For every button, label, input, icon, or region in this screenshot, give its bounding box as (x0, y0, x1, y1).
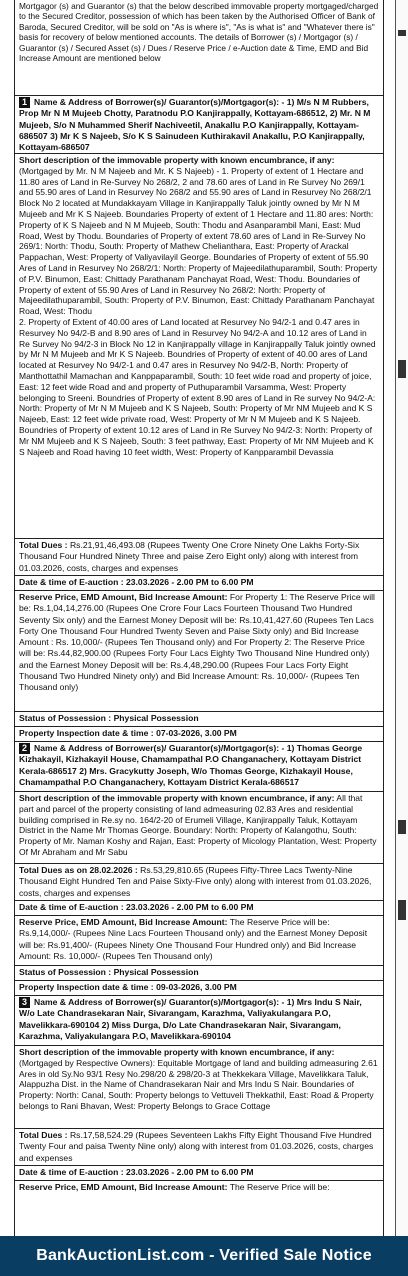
date-label: Date & time of E-auction : (19, 577, 124, 587)
entry-3-description (15, 1046, 383, 1129)
inspection-text: 07-03-2026, 3.00 PM (156, 728, 237, 738)
entry-2-total-dues (15, 864, 383, 901)
dues-text: Rs.17,58,524.29 (Rupees Seventeen Lakhs Fifty Eight Thousand Five Hundred Twenty Four and paisa Twenty Nine only) along with interest from 01.03.2026, costs, charges and expenses (19, 1130, 374, 1163)
status-label: Status of Possession : (19, 713, 112, 723)
entry-3-reserve-price (15, 1181, 383, 1197)
borrower-label: Name & Address of Borrower(s)/ Guarantor(s)/Mortgagor(s): (34, 997, 280, 1007)
edge-mark (398, 820, 406, 834)
inspection-label: Property Inspection date & time : (19, 982, 154, 992)
edge-mark (398, 30, 406, 36)
borrower-label: Name & Address of Borrower(s)/ Guarantor(s)/Mortgagor(s): (34, 97, 280, 107)
borrower-details: - 1) Mrs Indu S Nair, W/o Late Chandrasekaran Nair, Sivarangam, Karazhma, Valiyakulangara P.O, Mavelikkara-690104 2) Miss Durga, D/o Late Chandrasekaran Nair, Sivarangam, Karazhma, Valiyakulangara P.O, Mavelikkara-690104 (19, 997, 362, 1041)
reserve-text: The Reserve Price will be: (229, 1182, 330, 1192)
inspection-text: 09-03-2026, 3.00 PM (156, 982, 237, 992)
reserve-label: Reserve Price, EMD Amount, Bid Increase Amount: (19, 592, 228, 602)
entry-2-borrower (15, 742, 383, 792)
entry-number: 1 (19, 97, 30, 108)
dues-text: Rs.21,91,46,493.08 (Rupees Twenty One Crore Ninety One Lakhs Forty-Six Thousand Four Hundred Ninety Three and paise Zero Eight only) along with interest from 01.03.2026, costs, charges and expenses (19, 540, 360, 573)
adjacent-column-edge (395, 0, 408, 1236)
reserve-text: The Reserve Price will be: Rs.9,14,000/- (Rupees Nine Lacs Fourteen Thousand only) and the Earnest Money Deposit will be: Rs.91,400/- (Rupees Ninety One Thousand Four Hundred only) and Bid Increase Amount: Rs. 10,000/- (Rupees Ten Thousand only) (19, 917, 368, 961)
entry-1-inspection (15, 727, 383, 742)
entry-1-description (15, 154, 383, 539)
date-text: 23.03.2026 - 2.00 PM to 6.00 PM (125, 1167, 254, 1177)
entry-3-borrower (15, 996, 383, 1046)
status-label: Status of Possession : (19, 967, 112, 977)
description-label: Short description of the immovable property with known encumbrance, if any: (19, 1047, 335, 1057)
entry-number: 2 (19, 743, 30, 754)
borrower-details: - 1) M/s N M Rubbers, Prop Mr N M Mujeeb Chotty, Paratnodu P.O Kanjirappally, Kottayam-686512, 2) Mr. N M Mujeeb, S/o N Muhammed Sherif Nachiveetil, Anakallu P.O Kanjirappally, Kottayam-686507 3) Mr K S Najeeb, S/o K S Sainudeen Kuthirakavil Anakallu, P.O Kanjirappally, Kottayam-686507 (19, 97, 371, 153)
entry-2-possession-status (15, 966, 383, 981)
entry-2-reserve-price (15, 916, 383, 966)
entry-2-auction-date (15, 901, 383, 916)
entry-3-total-dues (15, 1129, 383, 1166)
dues-label: Total Dues : (19, 540, 68, 550)
entry-1-total-dues (15, 539, 383, 576)
entry-2-inspection (15, 981, 383, 996)
entry-number: 3 (19, 997, 30, 1008)
borrower-label: Name & Address of Borrower(s)/ Guarantor(s)/Mortgagor(s): (34, 743, 280, 753)
description-label: Short description of the immovable property with known encumbrance, if any: (19, 155, 335, 165)
dues-text: Rs.53,29,810.65 (Rupees Fifty-Three Lacs Twenty-Nine Thousand Eight Hundred Ten and Paise Sixty-Five only) along with interest from 01.03.2026, costs, charges and expenses (19, 865, 372, 898)
description-text: (Mortgaged by Mr. N M Najeeb and Mr. K S Najeeb) - 1. Property of extent of 1 Hectare and 11.80 ares of Land in Re-Survey No 268/2, 2 and 78.60 ares of Land in Re Survey No 269/1 and 55.90 ares of Land in Resurvey No 268/2 and 55.90 ares of Land in Resurvey No 268/2/1 Block No 2 located at Mundakkayam Village in Kanjirappally Taluk jointly owned by Mr N M Mujeeb and Mr K S Najeeb. Boundaries Property of extent of 1 Hectare and 11.80 ares: North: Property of K S Najeeb and N M Mujeeb, South: Thodu and Asanparambil Mani, East: Mud Road, West by Thodu. Boundaries of Property of extent 78.60 ares of Land in Re-Survey No 269/1: North: Thodu, South: Property of Mathew Chelianthara, East: Property of Arackal Pappachan, West: Property of Valiyavilayil George. Boundaries of Property of extent of 55.90 Ares of Land in Resurvey No 268/2/1: North: Property of Majeedilathuparambil, South: Property of P.V. Binumon, East: Chittady Parathanam Panchayat Road, West: Thodu. Boundaries of Property of extent of 55.90 Ares of Land in Resurvey No 268/2: North: Property of Majeedilathuparambil, South: Property of P.V. Binumon, East: Chittady Parathanam Panchayat Road, West: Thodu 2. Property of Extent of 40.00 ares of Land located at Resurvey No 94/2-1 and 0.47 ares in Resurvey No 94/2-B and 8.90 ares of Land in Resurvey No 94/2-A and 10.12 ares of Land in Re Survey No 94/2-3 in Block No 12 in Kanjirappally village in Kanjirappally Taluk jointly owned by Mr N M Mujeeb and Mr K S Najeeb. Boundries of Property of extent of 40.00 ares of Land located at Resurvey No 94/2-1 and 0.47 ares in Resurvey No 94/2-B, North: Property of Manthottathil Mamachan and Kanppaparambil, South: 10 feet wide road and property of joice, East: 12 feet wide Road and and property of Puthuparambil Varsamma, West: Property belonging to Sreeni. Boundries of Property of extent 8.90 ares of Land in Re survey No 94/2-A: North: Property of Mr N M Mujeeb and K S Najeeb, South: Property of Mr NM Mujeeb and K S Najeeb, East: 12 feet wide private road, West: Property of Mr N M Mujeeb and K S Najeeb. Boundries of Property of extent 10.12 ares of Land in Re Survey No 94/2-3: North: Property of Mr NM Mujeeb and K S Najeeb, South: 3 feet pathway, East: Property of Mr NM Mujeeb and K S Najeeb and Road having 10 feet width, West: Property of Kanpparambil Devassia (19, 165, 378, 457)
reserve-label: Reserve Price, EMD Amount, Bid Increase Amount: (19, 917, 228, 927)
status-text: Physical Possession (113, 713, 199, 723)
verified-sale-notice-banner: BankAuctionList.com - Verified Sale Notice (0, 1236, 408, 1276)
date-text: 23.03.2026 - 2.00 PM to 6.00 PM (125, 577, 254, 587)
borrower-details: - 1) Thomas George Kizhakayil, Kizhakayil House, Chamampathal P.O Changanachery, Kottayam District Kerala-686517 2) Mrs. Gracykutty Joseph, W/o Thomas George, Kizhakayil House, Chamampathal P.O Changanachery, Kottayam District Kerala-686517 (19, 743, 363, 787)
edge-mark (398, 360, 406, 378)
notice-intro: Mortgagor (s) and Guarantor (s) that the below described immovable property mortgaged/charged to the Secured Creditor, possession of which has been taken by the Authorised Officer of Bank of Baroda, Secured Creditor, will be sold on "As is where is", "As is what is" and "Whatever there is" basis for recovery of below mentioned accounts. The details of Borrower (s) / Mortgagor (s) / Guarantor (s) / Secured Asset (s) / Dues / Reserve Price / e-Auction date & Time, EMD and Bid Increase Amount are mentioned below (15, 0, 383, 96)
description-text: (Mortgaged by Respective Owners): Equitable Mortgage of land and building admeasuring 2.61 Ares in old Sy.No 93/1 Resy No.298/20 & 298/20-3 at Thekkekara Village, Mavelikkara Taluk, Alappuzha Dist. in the Name of Chandrasekaran Nair and Mrs Indu S Nair. Boundaries of Property: North: Canal, South: Property belongs to Vettuveli Thekkathil, East: Road & Property belongs to Rani Bhavan, West: Property Belongs to Grace Cottage (19, 1057, 378, 1111)
entry-1-auction-date (15, 576, 383, 591)
entry-1-possession-status (15, 712, 383, 727)
auction-notice (14, 0, 384, 1236)
entry-2-description (15, 792, 383, 864)
date-label: Date & time of E-auction : (19, 902, 124, 912)
description-text: All that part and parcel of the property consisting of land admeasuring 02.83 Ares and residential building comprised in Re.sy no. 164/2-20 of Erumeli Village, Kanjirappally Taluk, Kottayam District in the Name Mr Thomas George. Boundary: North: Property of Kalangothu, South: Property of Mr. Naman Koshy and Rajan, East: Property of Micology Plantation, West: Property Of Mr Abraham and Mr Sabu (19, 793, 377, 857)
entry-1-reserve-price (15, 591, 383, 712)
reserve-text: For Property 1: The Reserve Price will be: Rs.1,04,14,276.00 (Rupees One Crore Four Lacs Fourteen Thousand Two Hundred Seventy Six only) and the Earnest Money Deposit will be: Rs.10,41,427.60 (Rupees Ten Lacs Forty One Thousand Four Hundred Twenty Seven and Paise Sixty only) and Bid Increase Amount : Rs. 10,000/- (Rupees Ten Thousand only) and For Property 2: The Reserve Price will be: Rs.44,82,900.00 (Rupees Forty Four Lacs Eighty Two Thousand Nine Hundred only) and the Earnest Money Deposit will be: Rs.4,48,290.00 (Rupees Four Lacs Forty Eight Thousand Two Hundred Ninety only) and Bid Increase Amount: Rs. 10,000/- (Rupees Ten Thousand only) (19, 592, 375, 693)
entry-1-borrower (15, 96, 383, 154)
reserve-label: Reserve Price, EMD Amount, Bid Increase Amount: (19, 1182, 228, 1192)
date-text: 23.03.2026 - 2.00 PM to 6.00 PM (125, 902, 254, 912)
entry-3-auction-date (15, 1166, 383, 1181)
status-text: Physical Possession (113, 967, 199, 977)
dues-label: Total Dues as on 28.02.2026 : (19, 865, 138, 875)
edge-mark (398, 900, 406, 920)
date-label: Date & time of E-auction : (19, 1167, 124, 1177)
description-label: Short description of the immovable property with known encumbrance, if any: (19, 793, 335, 803)
inspection-label: Property Inspection date & time : (19, 728, 154, 738)
dues-label: Total Dues : (19, 1130, 68, 1140)
